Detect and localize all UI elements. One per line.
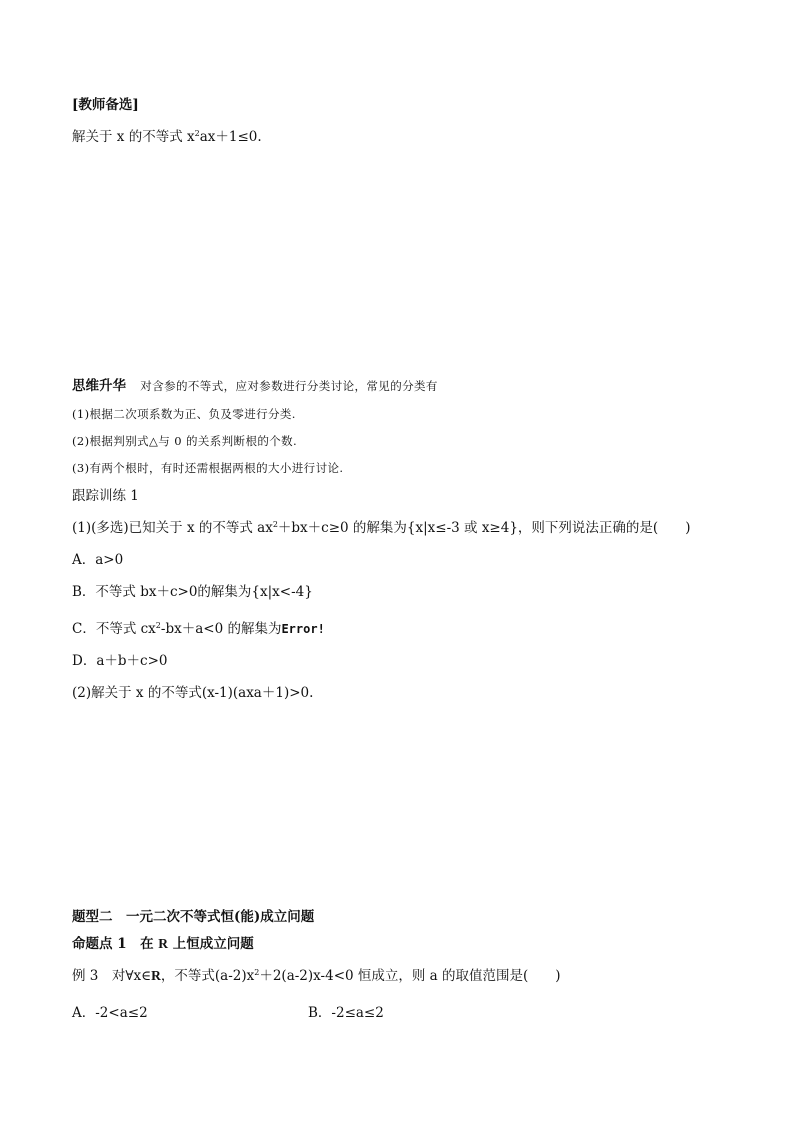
- example-option-a: A．-2<a≤2: [72, 1005, 148, 1021]
- training-option-c-mid: -bx＋a<0 的解集为: [160, 621, 282, 637]
- training-option-c-pre: C．不等式 cx: [72, 621, 156, 637]
- thinking-title: 思维升华: [72, 378, 126, 394]
- type2-subtitle-post: 上恒成立问题: [168, 936, 254, 952]
- training-q2: (2)解关于 x 的不等式(x-1)(axa＋1)>0.: [72, 685, 314, 701]
- teacher-problem-sup: 2: [194, 129, 200, 138]
- teacher-problem: [72, 128, 262, 146]
- example-3: [72, 967, 561, 985]
- training-option-b: B．不等式 bx＋c>0的解集为{x|x<-4}: [72, 584, 313, 600]
- thinking-intro: 对含参的不等式，应对参数进行分类讨论，常见的分类有: [140, 379, 438, 393]
- training-q1-post: ＋bx＋c≥0 的解集为{x|x≤-3 或 x≥4}，则下列说法正确的是( ): [277, 520, 691, 536]
- teacher-problem-post: ax＋1≤0.: [199, 129, 262, 145]
- training-q1: [72, 519, 690, 537]
- training-option-c-sup: 2: [155, 621, 161, 630]
- thinking-item-1: (1)根据二次项系数为正、负及零进行分类.: [72, 407, 296, 421]
- example-3-mid: ，不等式(a-2)x: [160, 968, 255, 984]
- type2-subtitle: [72, 935, 254, 953]
- example-3-sup: 2: [254, 968, 260, 977]
- type2-subtitle-pre: 命题点 1 在: [72, 936, 159, 952]
- example-option-b: B．-2≤a≤2: [308, 1005, 384, 1021]
- teacher-problem-pre: 解关于 x 的不等式 x: [72, 129, 195, 145]
- training-q1-pre: (1)(多选)已知关于 x 的不等式 ax: [72, 520, 273, 536]
- training-title: 跟踪训练 1: [72, 488, 139, 504]
- example-3-pre: 例 3 对∀x∈: [72, 968, 152, 984]
- thinking-item-2: (2)根据判别式△与 0 的关系判断根的个数.: [72, 434, 298, 448]
- training-option-c-error: Error!: [281, 622, 325, 636]
- training-q1-sup: 2: [272, 520, 278, 529]
- thinking-item-3: (3)有两个根时，有时还需根据两根的大小进行讨论.: [72, 461, 344, 475]
- thinking-heading: [72, 377, 438, 395]
- example-3-R: R: [151, 968, 161, 983]
- training-option-c: [72, 620, 325, 638]
- teacher-label: [教师备选]: [72, 97, 139, 113]
- type2-subtitle-R: R: [158, 936, 169, 951]
- training-option-d: D．a＋b＋c>0: [72, 653, 168, 669]
- example-3-post: ＋2(a-2)x-4<0 恒成立，则 a 的取值范围是( ): [259, 968, 561, 984]
- type2-title: 题型二 一元二次不等式恒(能)成立问题: [72, 909, 315, 925]
- example-3-options: [72, 1004, 472, 1022]
- training-option-a: A．a>0: [72, 552, 124, 568]
